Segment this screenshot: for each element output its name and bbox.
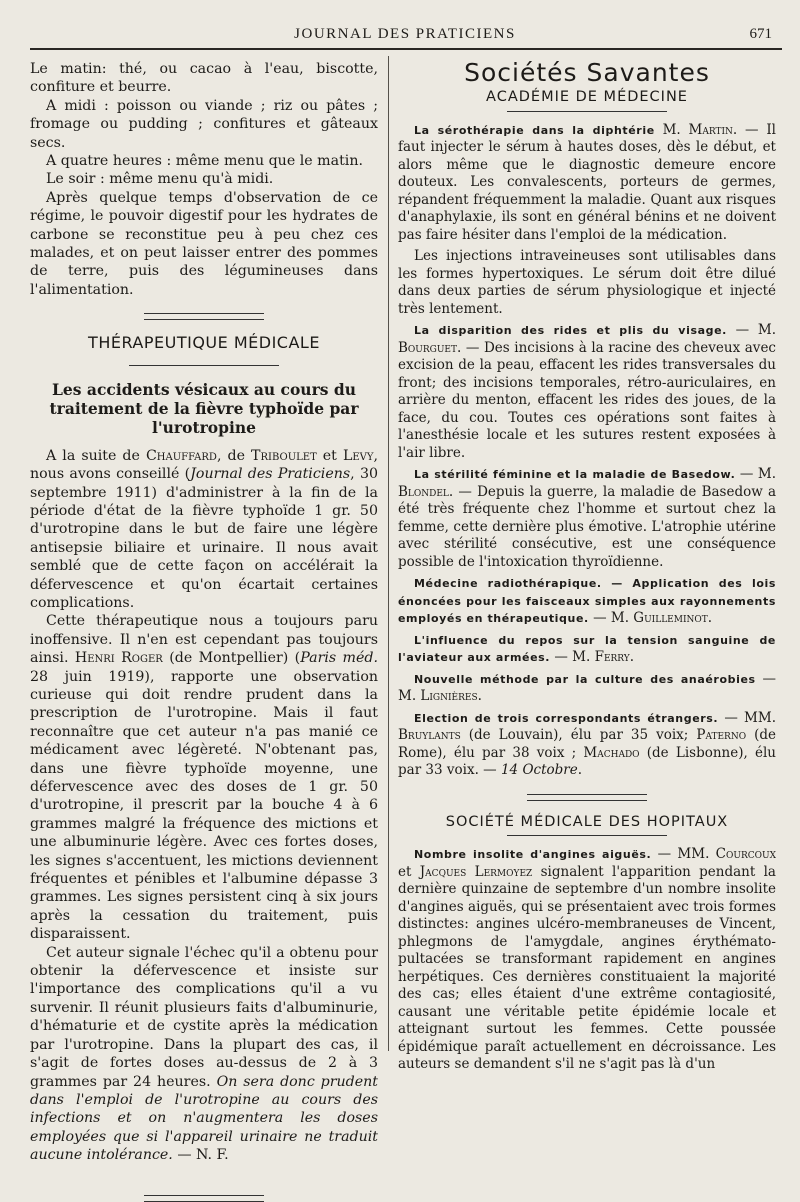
header-rule — [30, 48, 782, 50]
article-paragraph-1: A la suite de Chauffard, de Triboulet et Levy, nous avons conseillé (Journal des Praticiens, 30 septembre 1911) d'administrer à la fin de la période d'état de la fièvre typhoïde 1 gr. 50 d'urotropine dans le but de faire une légère antisepsie biliaire et urinaire. Il nous avait semblé que de cette façon on accélérait la défervescence et qu'on écartait certaines complications. — [30, 447, 378, 611]
entry-aviateur: L'influence du repos sur la tension sanguine de l'aviateur aux armées. — M. Ferry. — [398, 633, 776, 666]
article-paragraph-3: Cet auteur signale l'échec qu'il a obtenu pour obtenir la défervescence et insiste sur l'importance des complications qu'il a vu survenir. Il réunit plusieurs faits d'albuminurie, d'hématurie et de cystite après la médication par l'urotropine. Dans la plupart des cas, il s'agit de fortes doses au-dessus de 2 à 3 grammes par 24 heures. On sera donc prudent dans l'emploi de l'urotropine au cours des infections et on n'augmentera les doses employées que si l'appareil urinaire ne traduit aucune intolérance. — N. F. — [30, 944, 378, 1164]
academie-title: ACADÉMIE DE MÉDECINE — [486, 89, 688, 106]
journal-title: JOURNAL DES PRATICIENS — [294, 26, 516, 42]
societes-separator — [527, 794, 647, 801]
hopitaux-rule — [507, 835, 667, 836]
regime-matin: Le matin: thé, ou cacao à l'eau, biscotte, confiture et beurre. — [30, 61, 378, 96]
section-rule — [129, 365, 279, 366]
entry-serotherapie-2: Les injections intraveineuses sont utilisables dans les formes hypertoxiques. Le sérum doit être dilué dans deux parties de sérum physiologique et injecté très lentement. — [398, 248, 776, 317]
main-section-title: Sociétés Savantes — [464, 58, 710, 87]
article-title: Les accidents vésicaux au cours du traitement de la fièvre typhoïde par l'urotropine — [49, 379, 359, 437]
page-header — [30, 22, 780, 48]
entry-radiotherapie: Médecine radiothérapique. — Application des lois énoncées pour les faisceaux simples aux rayonnements employés en thérapeutique. — M. Guilleminot. — [398, 577, 776, 627]
entry-basedow: La stérilité féminine et la maladie de Basedow. — M. Blondel. — Depuis la guerre, la maladie de Basedow a été très fréquente chez l'homme et surtout chez la femme, cette dernière plus émotive. L'atrophie utérine avec stérilité consécutive, est une conséquence possible de l'intoxication thyroïdienne. — [398, 466, 776, 570]
regime-conclusion: Après quelque temps d'observation de ce régime, le pouvoir digestif pour les hydrates de carbone se reconstitue peu à peu chez ces malades, et on peut laisser entrer des pommes de terre, puis des légumineuses dans l'alimentation. — [30, 189, 378, 298]
entry-serotherapie: La sérothérapie dans la diphtérie M. Martin. — Il faut injecter le sérum à hautes doses, dès le début, et alors même que le diagnostic demeure encore douteux. Les convalescents, porteurs de germes, répandent fréquemment la maladie. Quant aux risques d'anaphylaxie, ils sont en général bénins et ne doivent pas faire hésiter dans l'emploi de la médication. — [398, 121, 776, 243]
end-separator — [144, 1195, 264, 1202]
section-separator — [144, 313, 264, 320]
entry-anaerobies: Nouvelle méthode par la culture des anaérobies — M. Lignières. — [398, 670, 776, 705]
regime-soir: Le soir : même menu qu'à midi. — [46, 171, 274, 188]
entry-election: Election de trois correspondants étrangers. — MM. Bruylants (de Louvain), élu par 35 voix; Paterno (de Rome), élu par 38 voix ; Machado (de Lisbonne), élu par 33 voix. — 14 Octobre. — [398, 709, 776, 779]
column-divider — [388, 56, 389, 1051]
entry-rides: La disparition des rides et plis du visage. — M. Bourguet. — Des incisions à la racine des cheveux avec excision de la peau, effacent les rides transversales du front; des incisions temporales, rétro-auriculaires, en arrière du menton, effacent les rides des joues, de la face, du cou. Toutes ces opérations sont faites à l'anesthésie locale et les sutures restent exposées à l'air libre. — [398, 322, 776, 461]
right-column — [398, 60, 776, 1078]
entry-angines: Nombre insolite d'angines aiguës. — MM. Courcoux et Jacques Lermoyez signalent l'apparition pendant la dernière quinzaine de septembre d'un nombre insolite d'angines aiguës, qui se présentaient avec trois formes distinctes: angines ulcéro-membraneuses de Vincent, phlegmons de l'amygdale, angines érythémato-pultacées se transformant rapidement en angines herpétiques. Ces dernières constituaient la majorité des cas; elles étaient d'une extrême contagiosité, causant une véritable petite épidémie locale et atteignant surtout les femmes. Cette poussée épidémique paraît actuellement en décroissance. Les auteurs se demandent s'il ne s'agit pas là d'un — [398, 846, 776, 1073]
page-number: 671 — [749, 26, 772, 42]
hopitaux-title: SOCIÉTÉ MÉDICALE DES HOPITAUX — [445, 813, 729, 830]
academie-rule — [507, 111, 667, 112]
left-column — [30, 60, 378, 1202]
regime-quatre-heures: A quatre heures : même menu que le matin. — [46, 153, 363, 170]
section-title: THÉRAPEUTIQUE MÉDICALE — [88, 333, 320, 353]
article-paragraph-2: Cette thérapeutique nous a toujours paru inoffensive. Il n'en est cependant pas toujours ainsi. Henri Roger (de Montpellier) (Paris méd. 28 juin 1919), rapporte une observation curieuse qui doit rendre prudent dans la prescription de l'urotropine. Mais il faut reconnaître que cet auteur n'a pas manié ce médicament avec légèreté. N'obtenant pas, dans une fièvre typhoïde moyenne, une défervescence avec des doses de 1 gr. 50 d'urotropine, il prescrit par la bouche 4 à 6 grammes malgré la fréquence des mictions et une albuminurie légère. Avec ces fortes doses, les signes s'accentuent, les mictions deviennent fréquentes et pénibles et l'albumine dépasse 3 grammes. Les signes persistent cinq à six jours après la cessation du traitement, puis disparaissent. — [30, 613, 378, 943]
regime-midi: A midi : poisson ou viande ; riz ou pâtes ; fromage ou pudding ; confitures et gâteaux secs. — [30, 97, 378, 151]
